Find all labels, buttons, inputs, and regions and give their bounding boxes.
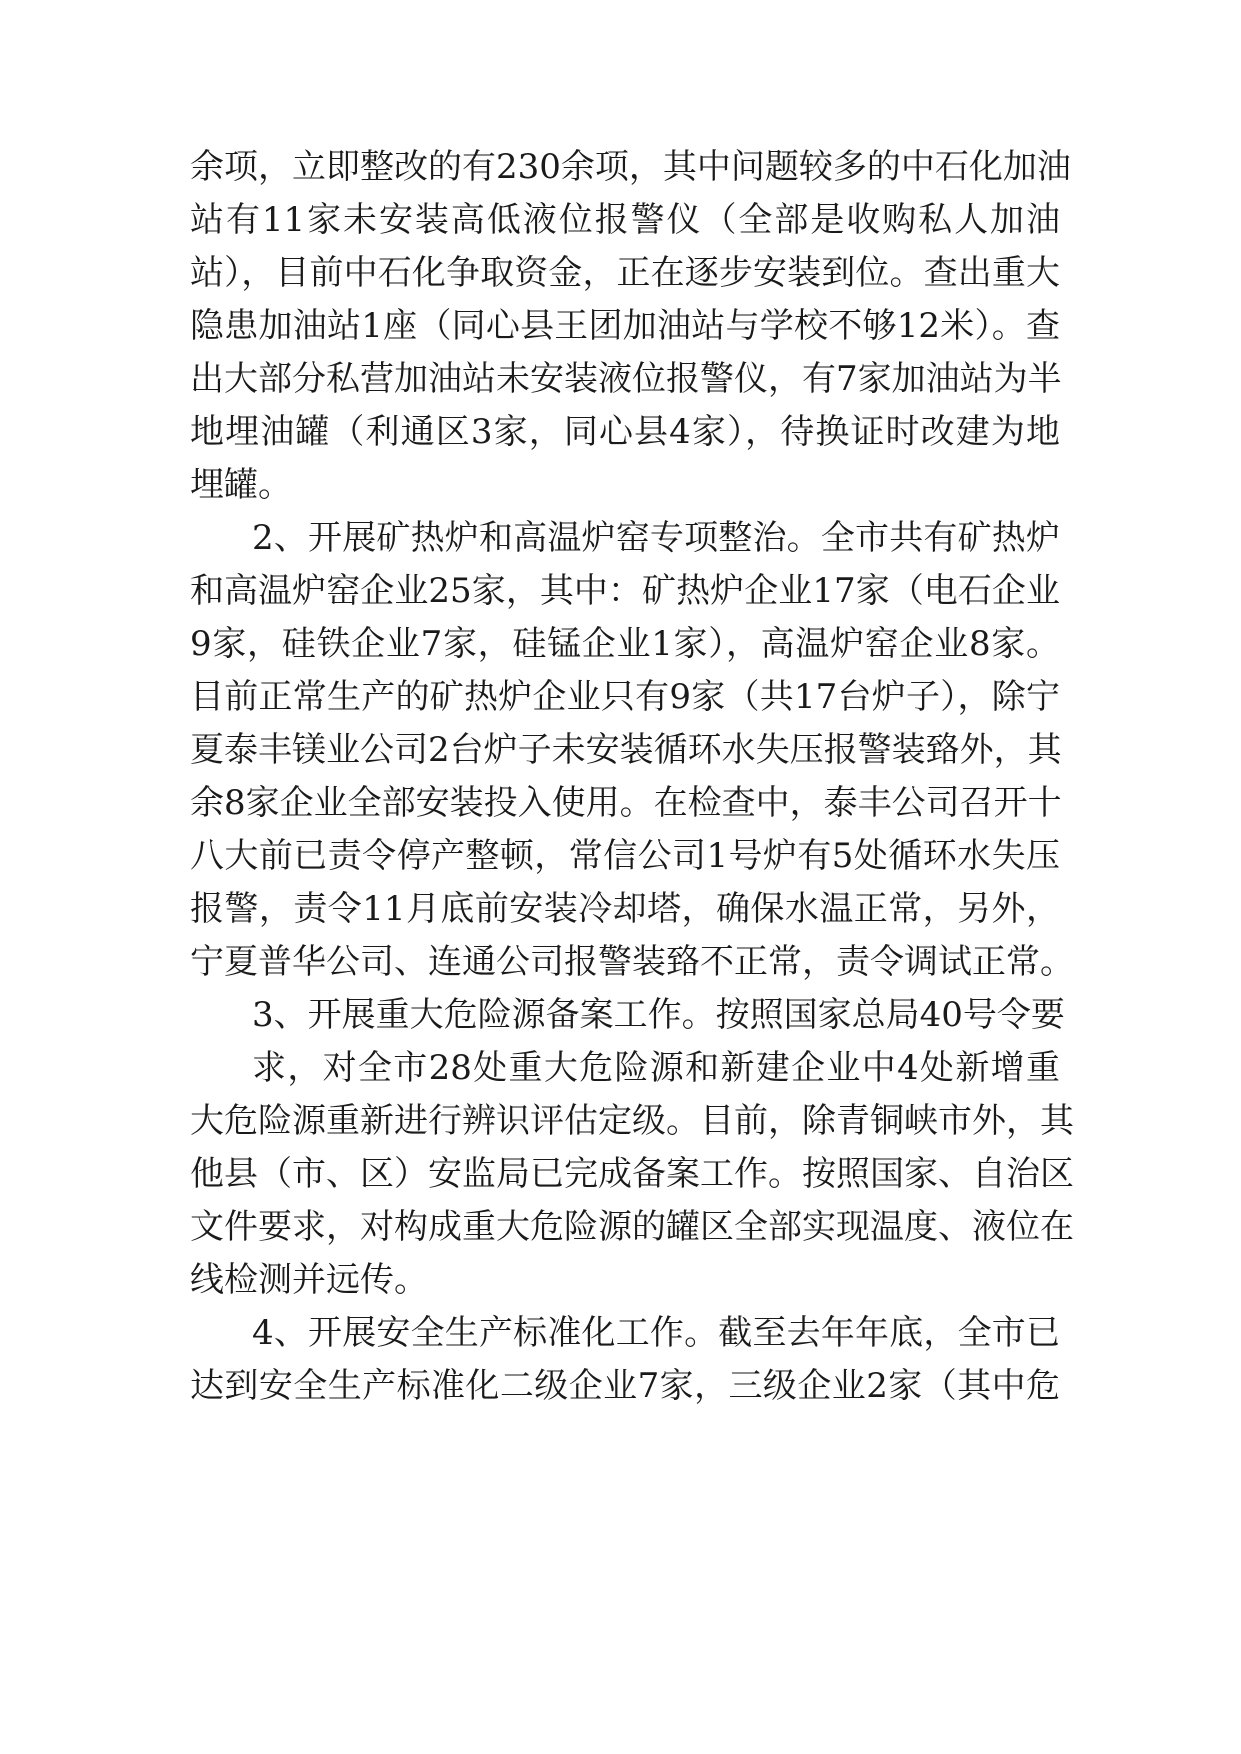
text-line: 宁夏普华公司、连通公司报警装臵不正常，责令调试正常。 xyxy=(190,942,1074,982)
text-line: 线检测并远传。 xyxy=(190,1260,428,1300)
text-line: 埋罐。 xyxy=(190,465,292,505)
text-line: 八大前已责令停产整顿，常信公司1号炉有5处循环水失压 xyxy=(190,836,1060,876)
text-line: 地埋油罐（利通区3家，同心县4家），待换证时改建为地 xyxy=(190,412,1060,452)
text-line: 文件要求，对构成重大危险源的罐区全部实现温度、液位在 xyxy=(190,1207,1074,1247)
paragraph-first-line: 4、开展安全生产标准化工作。截至去年年底，全市已 xyxy=(252,1313,1060,1353)
text-line: 站），目前中石化争取资金，正在逐步安装到位。查出重大 xyxy=(190,253,1060,293)
paragraph-first-line: 2、开展矿热炉和高温炉窑专项整治。全市共有矿热炉 xyxy=(252,518,1060,558)
text-line: 夏泰丰镁业公司2台炉子未安装循环水失压报警装臵外，其 xyxy=(190,730,1062,770)
paragraph-first-line: 3、开展重大危险源备案工作。按照国家总局40号令要 xyxy=(252,995,1065,1035)
text-line: 余8家企业全部安装投入使用。在检查中，泰丰公司召开十 xyxy=(190,783,1062,823)
text-line: 他县（市、区）安监局已完成备案工作。按照国家、自治区 xyxy=(190,1154,1074,1194)
text-line: 达到安全生产标准化二级企业7家，三级企业2家（其中危 xyxy=(190,1366,1060,1406)
text-line: 报警，责令11月底前安装冷却塔，确保水温正常，另外， xyxy=(190,889,1060,929)
text-line: 目前正常生产的矿热炉企业只有9家（共17台炉子），除宁 xyxy=(190,677,1060,717)
text-line: 站有11家未安装高低液位报警仪（全部是收购私人加油 xyxy=(190,200,1060,240)
text-line: 9家，硅铁企业7家，硅锰企业1家），高温炉窑企业8家。 xyxy=(190,624,1060,664)
text-line: 大危险源重新进行辨识评估定级。目前，除青铜峡市外，其 xyxy=(190,1101,1074,1141)
text-line: 出大部分私营加油站未安装液位报警仪，有7家加油站为半 xyxy=(190,359,1062,399)
text-line: 余项，立即整改的有230余项，其中问题较多的中石化加油 xyxy=(190,147,1071,187)
text-line: 求，对全市28处重大危险源和新建企业中4处新增重 xyxy=(252,1048,1060,1088)
text-line: 隐患加油站1座（同心县王团加油站与学校不够12米）。查 xyxy=(190,306,1060,346)
text-line: 和高温炉窑企业25家，其中：矿热炉企业17家（电石企业 xyxy=(190,571,1060,611)
